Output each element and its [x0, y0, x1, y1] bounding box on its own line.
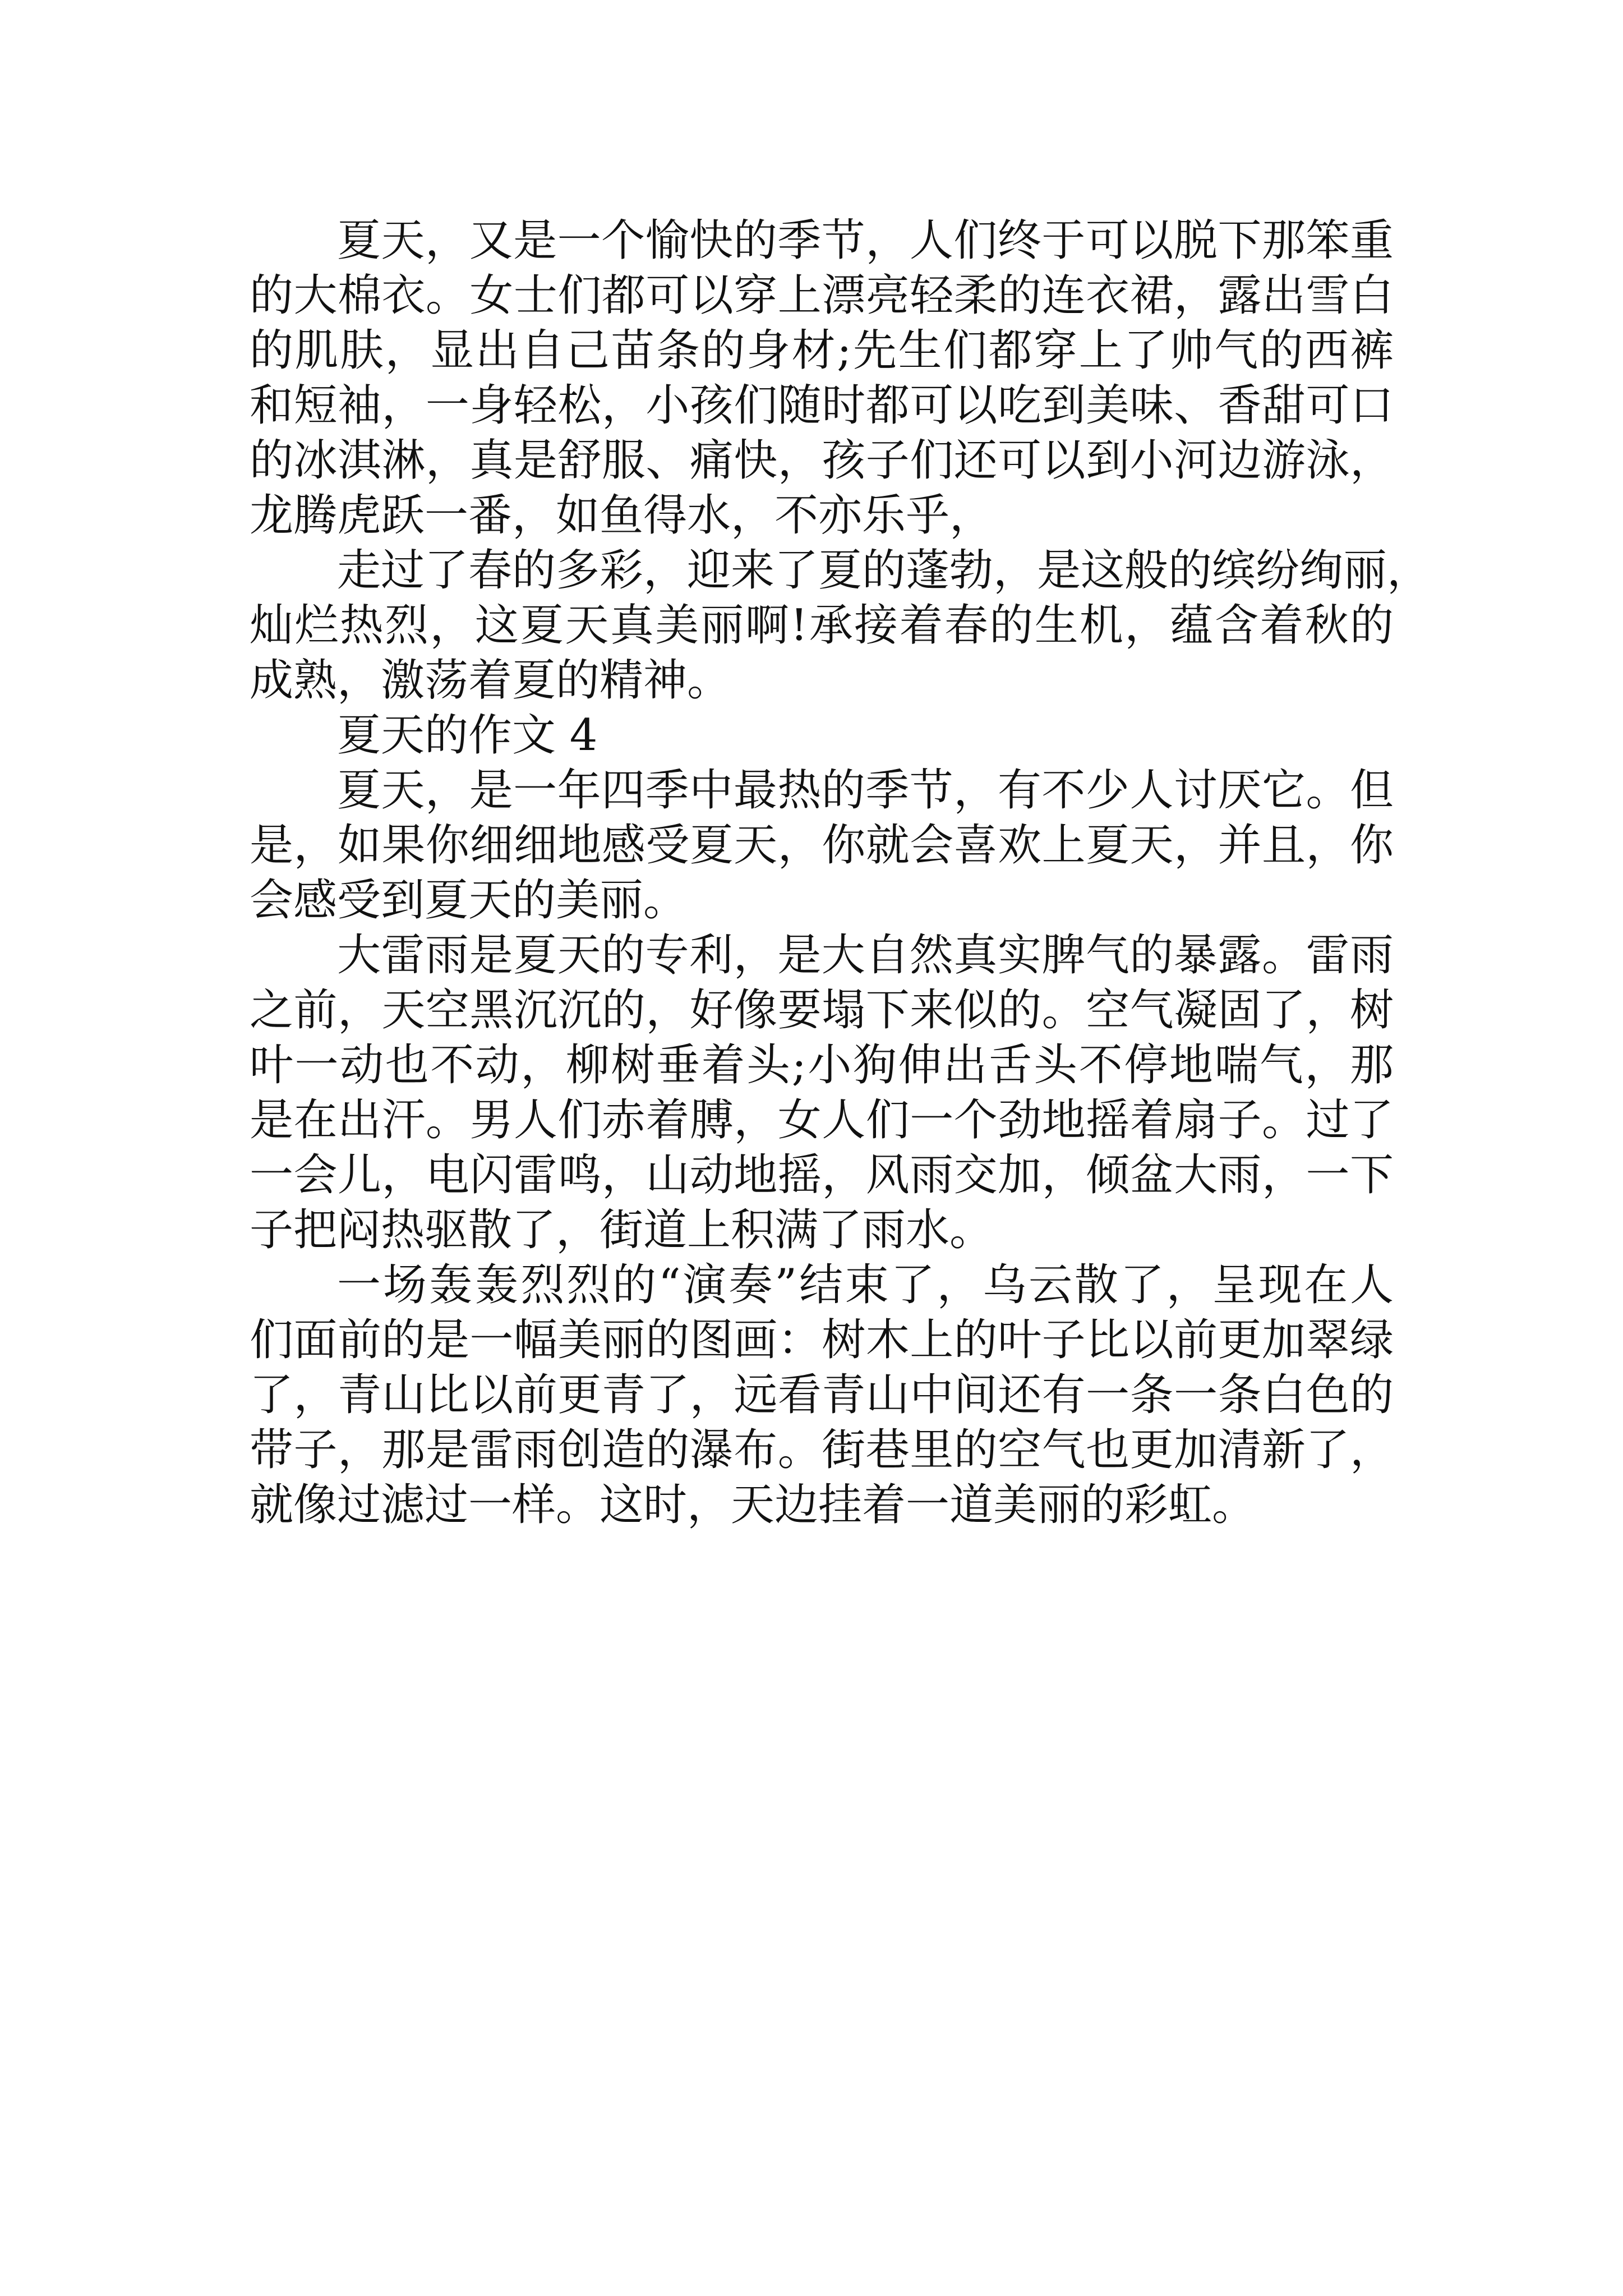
text-line: 灿烂热烈，这夏天真美丽啊!承接着春的生机，蕴含着秋的	[250, 600, 1394, 651]
text-line: 龙腾虎跃一番，如鱼得水，不亦乐乎，	[250, 490, 994, 541]
text-line: 是，如果你细细地感受夏天，你就会喜欢上夏天，并且，你	[250, 820, 1394, 871]
text-line: 大雷雨是夏天的专利，是大自然真实脾气的暴露。雷雨	[337, 930, 1394, 981]
text-line: 的肌肤，显出自己苗条的身材;先生们都穿上了帅气的西裤	[250, 325, 1394, 376]
text-line: 会感受到夏天的美丽。	[250, 875, 688, 926]
text-line: 一会儿，电闪雷鸣，山动地摇，风雨交加，倾盆大雨，一下	[250, 1150, 1394, 1200]
text-line: 一场轰轰烈烈的“演奏”结束了，乌云散了，呈现在人	[337, 1260, 1394, 1310]
text-line: 叶一动也不动，柳树垂着头;小狗伸出舌头不停地喘气，那	[250, 1040, 1394, 1091]
text-line: 们面前的是一幅美丽的图画：树木上的叶子比以前更加翠绿	[250, 1315, 1394, 1365]
text-line: 夏天，是一年四季中最热的季节，有不少人讨厌它。但	[337, 765, 1394, 816]
section-heading: 夏天的作文 4	[337, 710, 598, 761]
text-line: 带子，那是雷雨创造的瀑布。街巷里的空气也更加清新了，	[250, 1425, 1394, 1475]
paragraph-2	[250, 543, 1431, 708]
paragraph-4	[250, 928, 1394, 1258]
paragraph-3	[250, 763, 1394, 928]
text-line: 是在出汗。男人们赤着膊，女人们一个劲地摇着扇子。过了	[250, 1095, 1394, 1145]
text-line: 的冰淇淋，真是舒服、痛快，孩子们还可以到小河边游泳，	[250, 435, 1394, 486]
text-line: 就像过滤过一样。这时，天边挂着一道美丽的彩虹。	[250, 1480, 1256, 1530]
text-line: 子把闷热驱散了，街道上积满了雨水。	[250, 1205, 994, 1255]
text-line: 夏天，又是一个愉快的季节，人们终于可以脱下那笨重	[337, 215, 1394, 266]
section-heading-block	[250, 708, 1394, 763]
text-line: 之前，天空黑沉沉的，好像要塌下来似的。空气凝固了，树	[250, 985, 1394, 1036]
text-line: 走过了春的多彩，迎来了夏的蓬勃，是这般的缤纷绚丽，	[337, 545, 1431, 596]
document-body	[250, 213, 1431, 1533]
text-line: 成熟，激荡着夏的精神。	[250, 655, 731, 706]
text-line: 的大棉衣。女士们都可以穿上漂亮轻柔的连衣裙，露出雪白	[250, 270, 1394, 321]
text-line: 了，青山比以前更青了，远看青山中间还有一条一条白色的	[250, 1370, 1394, 1420]
text-line: 和短袖，一身轻松，小孩们随时都可以吃到美味、香甜可口	[250, 380, 1394, 431]
paragraph-5	[250, 1258, 1394, 1533]
paragraph-1	[250, 213, 1394, 543]
